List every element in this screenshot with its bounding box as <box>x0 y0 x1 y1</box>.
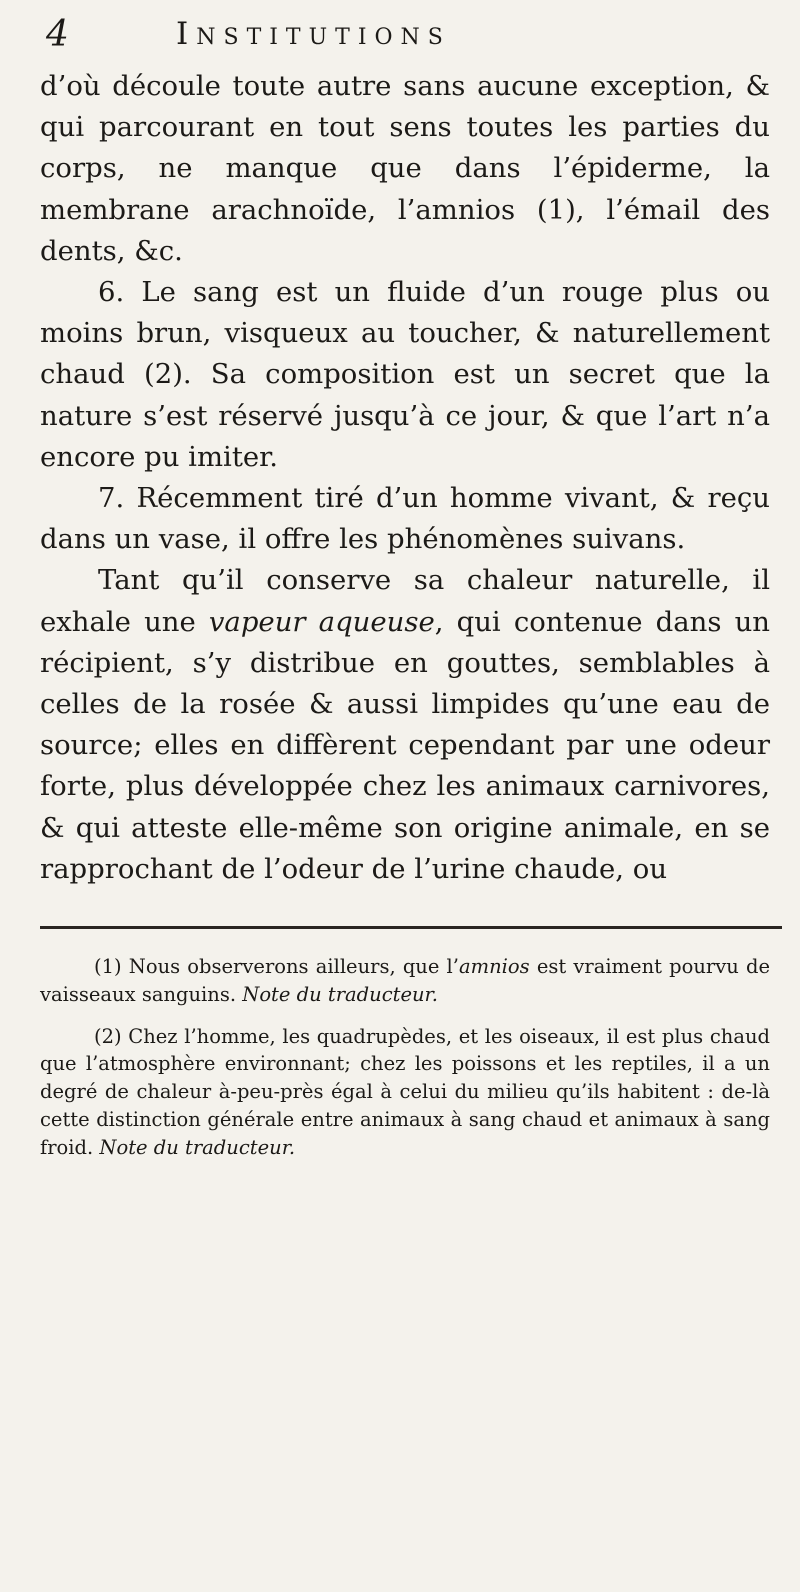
paragraph-vapeur-start: Tant qu’il conserve sa chaleur naturelle, il exhale une <box>40 564 770 638</box>
paragraph-vapeur <box>40 560 770 890</box>
vapeur-aqueuse-term: vapeur aqueuse <box>208 605 435 638</box>
footnote-1 <box>40 953 770 1009</box>
footnote-rule <box>40 926 782 929</box>
translator-note-2: Note du traducteur. <box>99 1135 296 1159</box>
main-text <box>40 66 770 890</box>
footnote-1-start: (1) Nous observerons ailleurs, que l’ <box>94 955 459 979</box>
paragraph-continuation: d’où découle toute autre sans aucune exception, & qui parcourant en tout sens toutes les parties du corps, ne manque que dans l’épiderme, la membrane arachnoïde, l’amnios (1), l’émail des dents, &c. <box>40 70 770 267</box>
book-page <box>40 14 770 1176</box>
running-title: Institutions <box>176 16 451 52</box>
footnote-1-middle: est vraiment pourvu de vaisseaux sanguins. <box>40 955 770 1006</box>
paragraph-7: 7. Récemment tiré d’un homme vivant, & reçu dans un vase, il offre les phénomènes suivans. <box>40 482 770 556</box>
footnotes <box>40 953 770 1162</box>
running-head <box>40 14 770 66</box>
footnote-2 <box>40 1023 770 1162</box>
footnote-2-text: (2) Chez l’homme, les quadrupèdes, et les oiseaux, il est plus chaud que l’atmosphère environnant; chez les poissons et les reptiles, il a un degré de chaleur à-peu-près égal à celui du milieu qu’ils habitent : de-là cette distinction générale entre animaux à sang chaud et animaux à sang froid. <box>40 1024 770 1159</box>
paragraph-vapeur-end: , qui contenue dans un récipient, s’y distribue en gouttes, semblables à celles de la rosée & aussi limpides qu’une eau de source; elles en diffèrent cependant par une odeur forte, plus développée chez les animaux carnivores, & qui atteste elle-même son origine animale, en se rapprochant de l’odeur de l’urine chaude, ou <box>40 605 771 885</box>
page-number: 4 <box>46 14 69 55</box>
paragraph-6: 6. Le sang est un fluide d’un rouge plus ou moins brun, visqueux au toucher, & naturellement chaud (2). Sa composition est un secret que la nature s’est réservé jusqu’à ce jour, & que l’art n’a encore pu imiter. <box>40 276 770 473</box>
translator-note-1: Note du traducteur. <box>242 982 438 1006</box>
amnios-term: amnios <box>459 955 530 979</box>
